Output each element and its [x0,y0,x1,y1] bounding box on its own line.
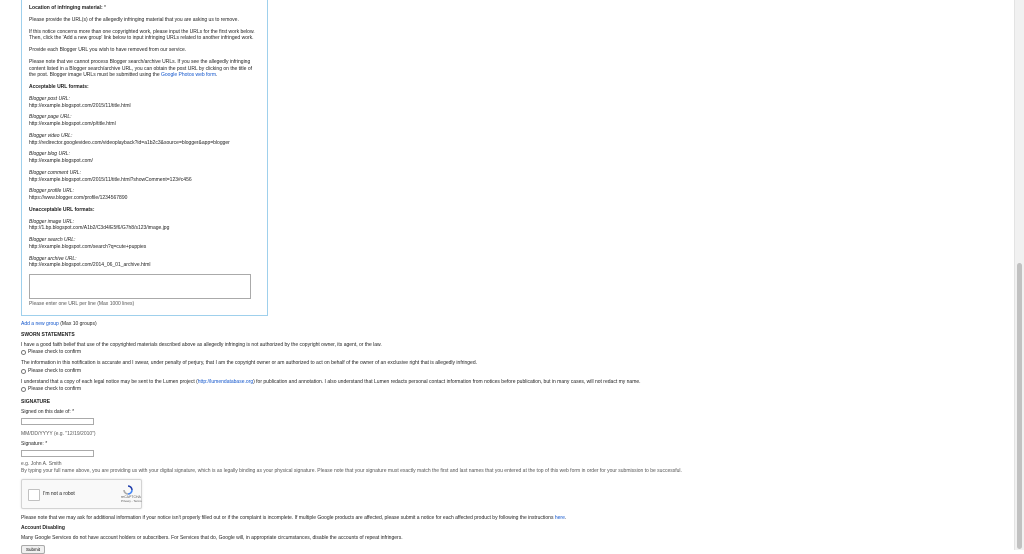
location-note: Please note that we cannot process Blogger search/archive URLs. If you see the allegedly infringing content listed in a Blogger search/archive URL, you can obtain the post URL by clicking on the title of the post. Blogger image URLs must be submitted using the Google Photos web form. [29,58,252,79]
url-format-label: Blogger video URL: [29,132,73,139]
url-format-entry [29,151,260,165]
location-heading: Location of infringing material: * [29,5,106,11]
url-format-entry [29,133,260,147]
recaptcha-checkbox[interactable] [28,489,40,501]
url-format-entry [29,219,260,233]
urls-textarea[interactable] [29,274,251,299]
signed-date-label: Signed on this date of: * [21,408,75,415]
acceptable-heading: Acceptable URL formats: [29,84,89,90]
confirm-lumen-checkbox[interactable] [21,387,26,392]
recaptcha-label: I'm not a robot [43,490,75,497]
url-format-entry [29,114,260,128]
recaptcha-terms[interactable]: Privacy - Terms [121,499,142,504]
url-format-example: http://example.blogspot.com/p/title.html [29,121,116,127]
signed-date-input[interactable] [21,418,94,425]
urls-hint: Please enter one URL per line (Max 1000 lines) [29,301,135,307]
url-format-example: http://redirector.googlevideo.com/videoplayback?id=a1b2c3&source=blogger&app=blogger [29,139,230,146]
confirm-good-faith-checkbox[interactable] [21,350,26,355]
url-group-box [21,0,268,316]
account-disabling-text: Many Google Services do not have account holders or subscribers. For Services that do, Google will, in appropriate circumstances, disable the accounts of repeat infringers. [21,535,403,541]
signature-label: Signature: * [21,441,48,448]
url-format-label: Blogger profile URL: [29,188,75,195]
confirm-accuracy-checkbox[interactable] [21,369,26,374]
url-format-example: https://www.blogger.com/profile/1234567890 [29,195,128,201]
unacceptable-list [29,219,260,270]
sworn-heading: SWORN STATEMENTS [21,331,75,338]
signature-example: e.g. John A. Smith [21,461,62,467]
url-format-label: Blogger image URL: [29,218,75,225]
sworn-statement: The information in this notification is accurate and I swear, under penalty of perjury, that I am the copyright owner or am authorized to act on behalf of the owner of an exclusive right that is allegedly infringed. [21,360,477,366]
submit-button[interactable]: Submit [21,545,45,554]
signature-input[interactable] [21,450,94,457]
url-format-example: http://example.blogspot.com/2015/11/title.html?showComment=123#c456 [29,176,192,183]
url-format-example: http://example.blogspot.com/search?q=cute+puppies [29,243,147,250]
unacceptable-heading: Unacceptable URL formats: [29,206,95,213]
signature-hint: By typing your full name above, you are providing us with your digital signature, which is as legally binding as your physical signature. Please note that your signature must exactly match the first and last names that you entered at the top of this web form in order for your submission to be successful. [21,467,682,474]
url-format-entry [29,256,260,270]
url-format-label: Blogger archive URL: [29,255,77,262]
location-intro: Please provide the URL(s) of the allegedly infringing material that you are asking us to remove. [29,16,239,23]
additional-info-note: Please note that we may ask for additional information if your notice isn't properly filled out or if the complaint is incomplete. If multiple Google products are affected, please submit a notice for each affected product by following the instructions here. [21,514,567,521]
confirm-checkbox-row[interactable]: Please check to confirm [21,368,1011,375]
google-photos-form-link[interactable]: Google Photos web form [161,72,217,79]
url-format-entry [29,96,260,110]
sworn-statement: I have a good faith belief that use of the copyrighted materials described above as allegedly infringing is not authorized by the copyright owner, its agent, or the law. [21,341,382,348]
add-group-link[interactable]: Add a new group [21,321,59,327]
account-disabling-heading: Account Disabling [21,525,65,532]
recaptcha-brand: reCAPTCHA [121,494,141,499]
url-format-entry [29,188,260,202]
confirm-checkbox-row[interactable]: Please check to confirm [21,386,1011,393]
page-scrollbar[interactable] [1014,0,1024,550]
instructions-link[interactable]: here [554,514,565,521]
url-format-label: Blogger search URL: [29,237,76,243]
url-format-label: Blogger comment URL: [29,169,81,176]
lumen-statement: I understand that a copy of each legal notice may be sent to the Lumen project (http://lumendatabase.org) for publication and annotation. I also understand that Lumen redacts personal contact information from notices before publication, but in many cases, will not redact my name. [21,378,641,385]
url-format-entry [29,237,260,251]
url-format-example: http://example.blogspot.com/2014_06_01_archive.html [29,262,151,269]
url-format-label: Blogger blog URL: [29,151,70,158]
recaptcha-widget [21,479,142,509]
signature-heading: SIGNATURE [21,399,51,405]
url-format-label: Blogger post URL: [29,95,70,102]
location-provide: Provide each Blogger URL you wish to have removed from our service. [29,47,187,53]
date-hint: MM/DD/YYYY (e.g. "12/19/2010") [21,430,96,437]
recaptcha-icon [123,485,133,495]
url-format-example: http://example.blogspot.com/2015/11/title.html [29,102,131,109]
url-format-entry [29,170,260,184]
lumen-link[interactable]: http://lumendatabase.org [197,378,254,385]
notice-form [21,0,1011,554]
location-multi-work: If this notice concerns more than one copyrighted work, please input the URLs for the first work below. Then, click the 'Add a new group' link below to input infringing URLs related to another infringed work. [29,28,255,42]
add-group-row: Add a new group (Max 10 groups) [21,321,97,327]
scrollbar-thumb[interactable] [1017,263,1022,549]
confirm-checkbox-row[interactable]: Please check to confirm [21,349,1011,356]
url-format-example: http://1.bp.blogspot.com/A1b2/C3d4/E5f6/G7h8/s123/image.jpg [29,225,170,232]
url-format-label: Blogger page URL: [29,114,72,121]
recaptcha-logo [121,485,142,504]
url-format-example: http://example.blogspot.com/ [29,158,93,164]
acceptable-list [29,96,260,202]
